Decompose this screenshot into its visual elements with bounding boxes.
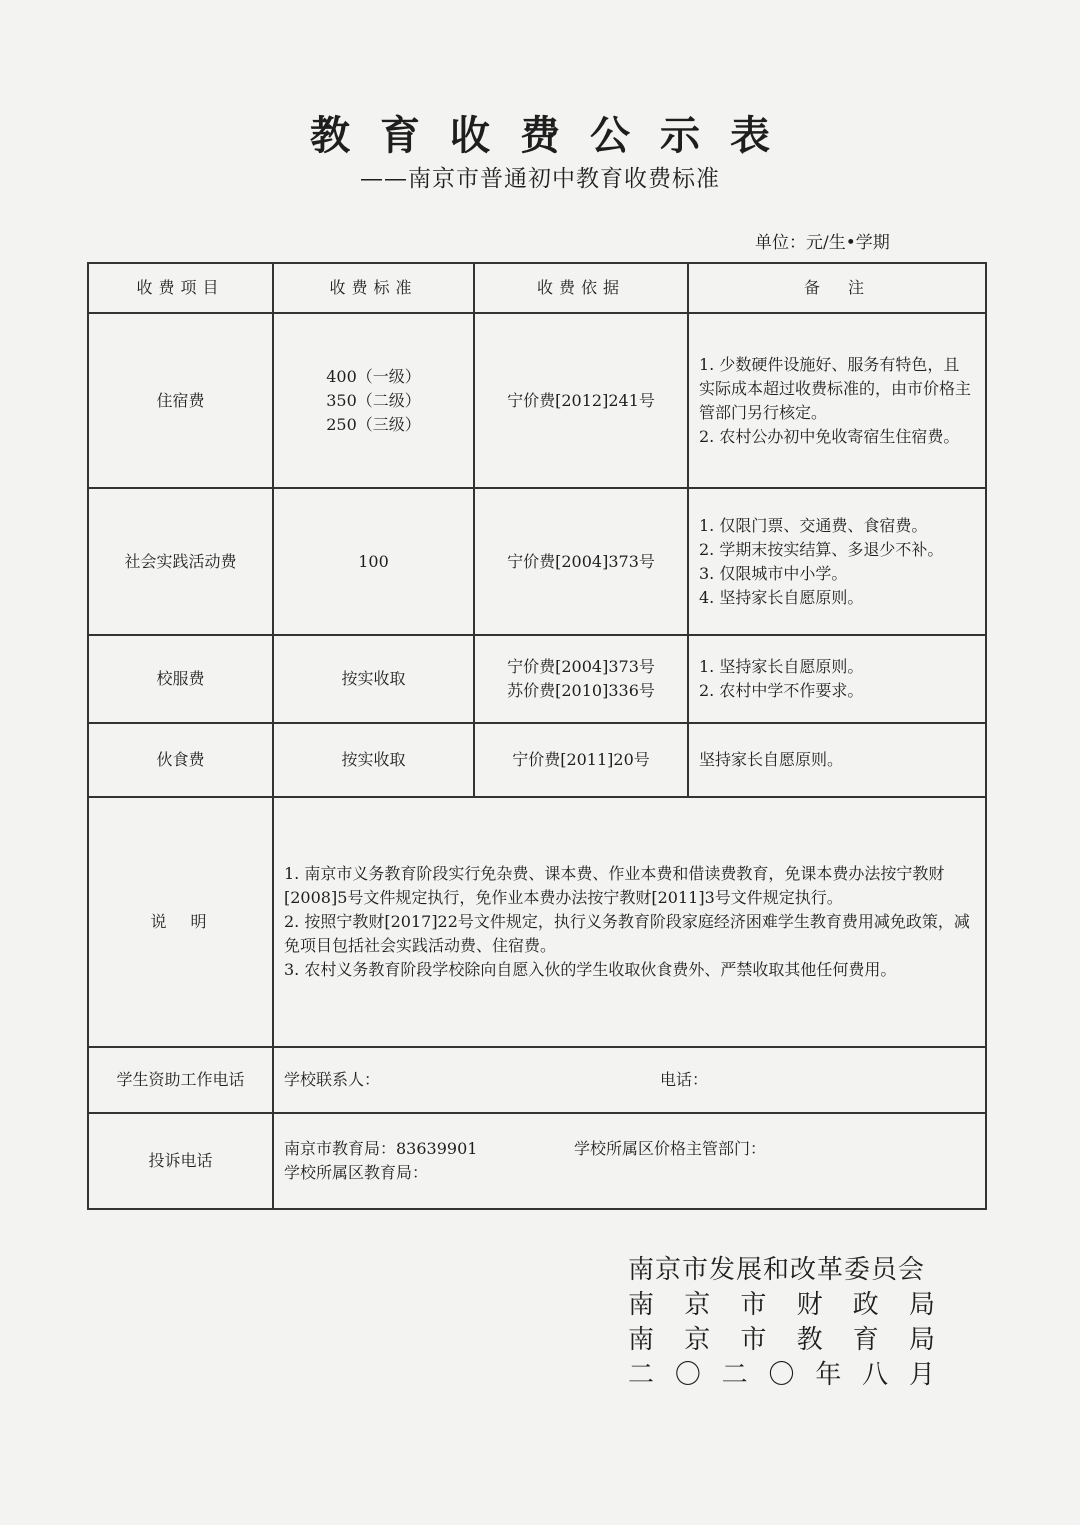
issuer-finance: 南 京 市 财 政 局 xyxy=(628,1290,935,1320)
fee-basis xyxy=(474,635,688,723)
unit-label: 单位：元/生•学期 xyxy=(755,233,890,253)
table-header-row xyxy=(88,263,986,313)
remark-line: 2. 学期末按实结算、多退少不补。 xyxy=(699,539,944,559)
table-row xyxy=(88,488,986,635)
aid-contact: 学校联系人： xyxy=(284,1070,381,1089)
issuer-ndrc: 南京市发展和改革委员会 xyxy=(628,1255,926,1285)
complaint-content xyxy=(273,1113,986,1209)
basis-line: 宁价费[2004]373号 xyxy=(507,657,655,676)
fee-item: 住宿费 xyxy=(88,313,273,488)
aid-content xyxy=(273,1047,986,1113)
fee-table xyxy=(87,262,987,1210)
complaint-edu-bureau: 南京市教育局：83639901 xyxy=(284,1139,478,1158)
table-row xyxy=(88,313,986,488)
fee-item: 伙食费 xyxy=(88,723,273,797)
issue-date: 二 〇 二 〇 年 八 月 xyxy=(628,1360,935,1390)
fee-remarks xyxy=(688,313,986,488)
aid-phone: 电话： xyxy=(660,1070,709,1089)
header-item: 收费项目 xyxy=(88,263,273,313)
remark-line: 1. 坚持家长自愿原则。 xyxy=(699,657,864,676)
issuer-education: 南 京 市 教 育 局 xyxy=(628,1325,935,1355)
page-title: 教育收费公示表 xyxy=(310,112,800,159)
fee-standard xyxy=(273,635,474,723)
remark-line: 1. 仅限门票、交通费、食宿费。 xyxy=(699,515,928,535)
notes-row xyxy=(88,797,986,1047)
complaint-label: 投诉电话 xyxy=(88,1113,273,1209)
remark-line: 坚持家长自愿原则。 xyxy=(699,750,844,769)
standard-line: 按实收取 xyxy=(341,750,406,769)
standard-line: 250（三级） xyxy=(326,414,421,434)
fee-remarks xyxy=(688,488,986,635)
complaint-district-edu: 学校所属区教育局： xyxy=(284,1163,429,1182)
standard-line: 350（二级） xyxy=(326,390,421,410)
table-row xyxy=(88,723,986,797)
fee-item: 校服费 xyxy=(88,635,273,723)
header-standard: 收费标准 xyxy=(273,263,474,313)
standard-line: 100 xyxy=(358,551,389,571)
issuer-block xyxy=(628,1253,935,1393)
aid-label: 学生资助工作电话 xyxy=(88,1047,273,1113)
header-remarks: 备 注 xyxy=(688,263,986,313)
page-subtitle: ——南京市普通初中教育收费标准 xyxy=(360,166,720,192)
basis-line: 宁价费[2011]20号 xyxy=(512,750,650,769)
aid-row xyxy=(88,1047,986,1113)
fee-basis xyxy=(474,723,688,797)
basis-line: 苏价费[2010]336号 xyxy=(507,681,655,700)
note-line: 1. 南京市义务教育阶段实行免杂费、课本费、作业本费和借读费教育，免课本费办法按宁教财[2008]5号文件规定执行，免作业本费办法按宁教财[2011]3号文件规定执行。 xyxy=(284,864,945,907)
fee-basis xyxy=(474,313,688,488)
notes-label: 说 明 xyxy=(88,797,273,1047)
note-line: 2. 按照宁教财[2017]22号文件规定，执行义务教育阶段家庭经济困难学生教育费用减免政策，减免项目包括社会实践活动费、住宿费。 xyxy=(284,912,970,955)
fee-remarks xyxy=(688,723,986,797)
standard-line: 400（一级） xyxy=(326,366,421,386)
basis-line: 宁价费[2004]373号 xyxy=(507,551,655,571)
fee-standard xyxy=(273,313,474,488)
fee-remarks xyxy=(688,635,986,723)
notes-content xyxy=(273,797,986,1047)
basis-line: 宁价费[2012]241号 xyxy=(507,390,655,410)
complaint-price-dept: 学校所属区价格主管部门： xyxy=(574,1139,767,1158)
fee-item: 社会实践活动费 xyxy=(88,488,273,635)
remark-line: 3. 仅限城市中小学。 xyxy=(699,563,848,583)
remark-line: 2. 农村公办初中免收寄宿生住宿费。 xyxy=(699,426,960,446)
table-row xyxy=(88,635,986,723)
standard-line: 按实收取 xyxy=(341,669,406,688)
complaint-row xyxy=(88,1113,986,1209)
header-basis: 收费依据 xyxy=(474,263,688,313)
remark-line: 2. 农村中学不作要求。 xyxy=(699,681,864,700)
remark-line: 4. 坚持家长自愿原则。 xyxy=(699,587,864,607)
fee-standard xyxy=(273,488,474,635)
fee-basis xyxy=(474,488,688,635)
note-line: 3. 农村义务教育阶段学校除向自愿入伙的学生收取伙食费外、严禁收取其他任何费用。 xyxy=(284,960,897,979)
fee-standard xyxy=(273,723,474,797)
remark-line: 1. 少数硬件设施好、服务有特色，且实际成本超过收费标准的，由市价格主管部门另行核定。 xyxy=(699,354,972,422)
